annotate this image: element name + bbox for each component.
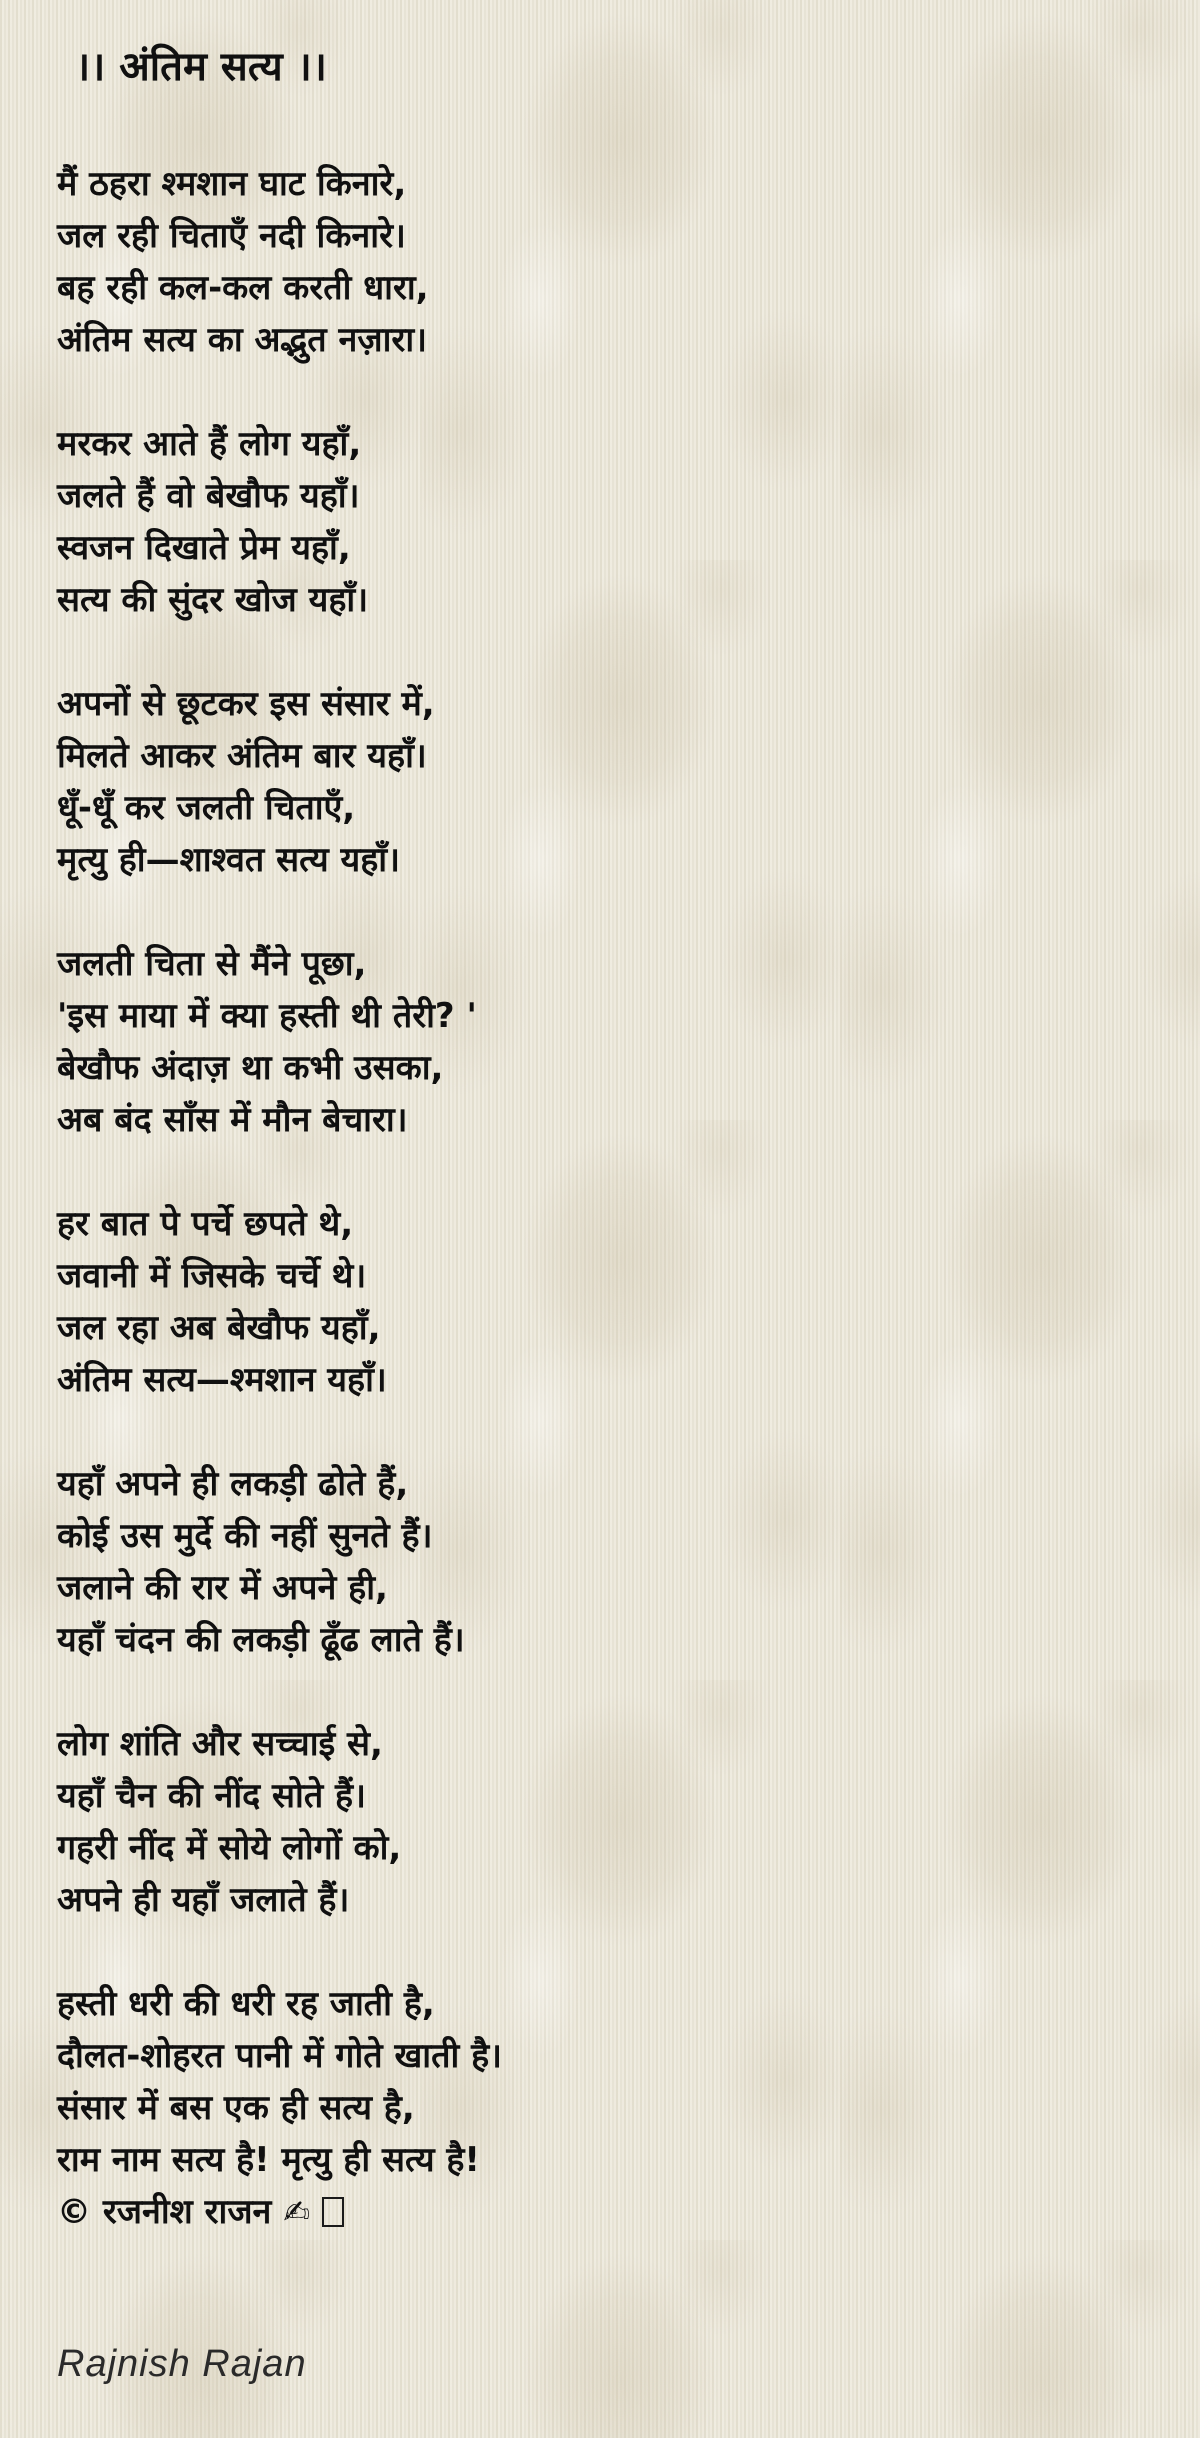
- writing-hand-icon: ✍: [283, 2193, 311, 2231]
- stanza: [57, 1198, 1160, 1406]
- poem-line: दौलत-शोहरत पानी में गोते खाती है।: [57, 2036, 503, 2076]
- poem-line: यहाँ चंदन की लकड़ी ढूँढ लाते हैं।: [57, 1620, 465, 1660]
- poem-line: मैं ठहरा श्मशान घाट किनारे,: [57, 164, 407, 204]
- author-signature: Rajnish Rajan: [57, 2343, 307, 2385]
- stanza: [57, 678, 1160, 886]
- poem-line: जल रही चिताएँ नदी किनारे।: [57, 216, 406, 256]
- stanza: [57, 158, 1160, 366]
- poem-title: ।। अंतिम सत्य ।।: [75, 44, 327, 90]
- poem-line: जलती चिता से मैंने पूछा,: [57, 944, 367, 984]
- stanza: [57, 1458, 1160, 1666]
- copyright-line: [57, 2186, 1160, 2238]
- poem-line: हर बात पे पर्चे छपते थे,: [57, 1204, 354, 1244]
- missing-glyph-box: [322, 2197, 344, 2227]
- poem-line: बेखौफ अंदाज़ था कभी उसका,: [57, 1048, 444, 1088]
- poem-line: जवानी में जिसके चर्चे थे।: [57, 1256, 367, 1296]
- poem-line: यहाँ अपने ही लकड़ी ढोते हैं,: [57, 1464, 409, 1504]
- poem-line: अब बंद साँस में मौन बेचारा।: [57, 1100, 408, 1140]
- poem-line: अंतिम सत्य का अद्भुत नज़ारा।: [57, 320, 428, 360]
- poem-line: अपने ही यहाँ जलाते हैं।: [57, 1880, 350, 1920]
- stanza: [57, 1718, 1160, 1926]
- poem-line: यहाँ चैन की नींद सोते हैं।: [57, 1776, 366, 1816]
- poem-line: अंतिम सत्य—श्मशान यहाँ।: [57, 1360, 387, 1400]
- poem-line: हस्ती धरी की धरी रह जाती है,: [57, 1984, 435, 2024]
- poem-line: जल रहा अब बेखौफ यहाँ,: [57, 1308, 381, 1348]
- poem-line: मृत्यु ही—शाश्वत सत्य यहाँ।: [57, 840, 400, 880]
- poem-line: 'इस माया में क्या हस्ती थी तेरी? ': [57, 996, 477, 1036]
- poem-line: धूँ-धूँ कर जलती चिताएँ,: [57, 788, 356, 828]
- poem-line: गहरी नींद में सोये लोगों को,: [57, 1828, 402, 1868]
- copyright-text: © रजनीश राजन: [57, 2192, 272, 2232]
- poem-line: अपनों से छूटकर इस संसार में,: [57, 684, 435, 724]
- poem-line: बह रही कल-कल करती धारा,: [57, 268, 429, 308]
- poem-line: स्वजन दिखाते प्रेम यहाँ,: [57, 528, 351, 568]
- poem-body: [57, 158, 1160, 2186]
- poem-line: मिलते आकर अंतिम बार यहाँ।: [57, 736, 427, 776]
- poem-line: सत्य की सुंदर खोज यहाँ।: [57, 580, 369, 620]
- poem-line: मरकर आते हैं लोग यहाँ,: [57, 424, 362, 464]
- stanza: [57, 938, 1160, 1146]
- poem-line: राम नाम सत्य है! मृत्यु ही सत्य है!: [57, 2140, 480, 2180]
- poem-line: लोग शांति और सच्चाई से,: [57, 1724, 383, 1764]
- poem-line: संसार में बस एक ही सत्य है,: [57, 2088, 415, 2128]
- poem-line: जलाने की रार में अपने ही,: [57, 1568, 388, 1608]
- poem-line: कोई उस मुर्दे की नहीं सुनते हैं।: [57, 1516, 433, 1556]
- stanza: [57, 1978, 1160, 2186]
- poem-line: जलते हैं वो बेखौफ यहाँ।: [57, 476, 360, 516]
- stanza: [57, 418, 1160, 626]
